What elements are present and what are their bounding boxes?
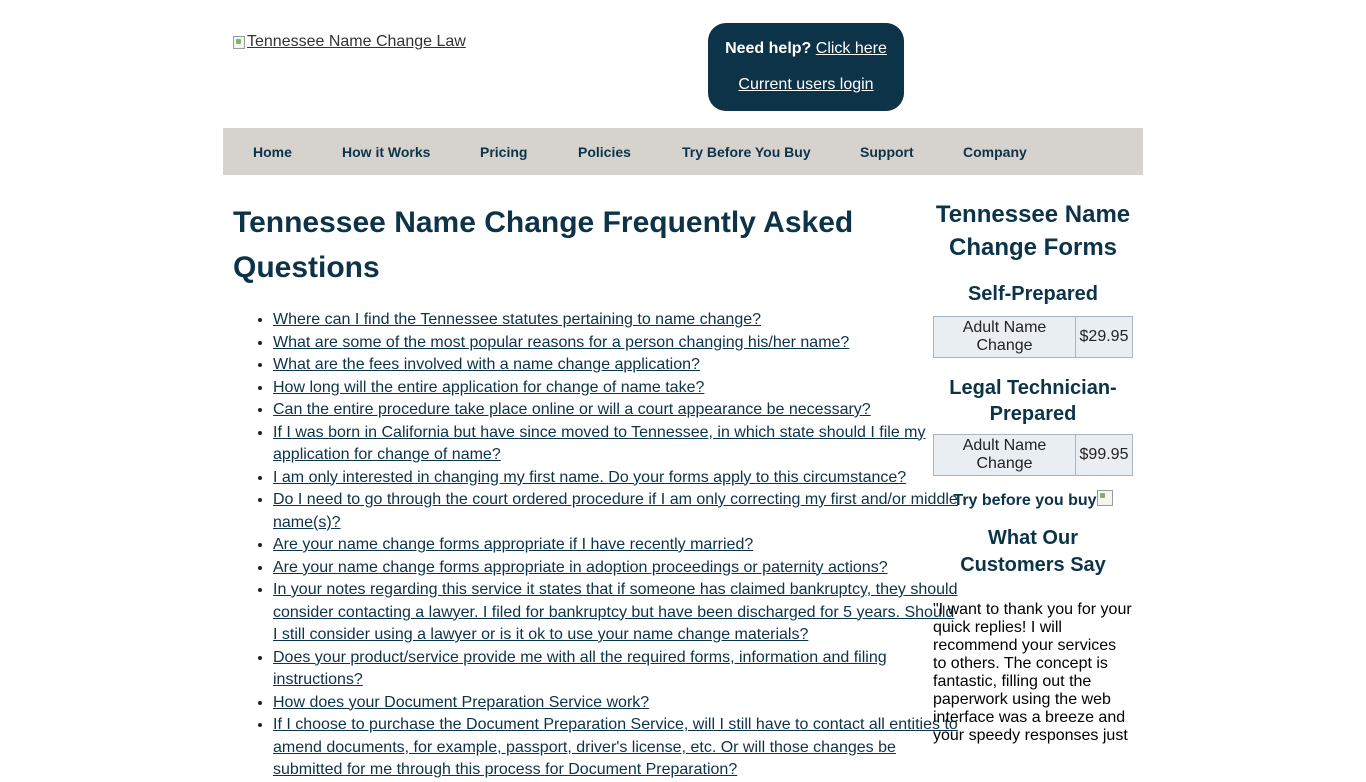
- product-row[interactable]: [934, 317, 1133, 358]
- technician-prepared-table: [933, 434, 1133, 476]
- product-price[interactable]: $99.95: [1076, 435, 1133, 476]
- faq-item: [273, 467, 963, 490]
- faq-item: [273, 534, 963, 557]
- faq-link[interactable]: Can the entire procedure take place online or will a court appearance be necessary?: [273, 401, 871, 418]
- help-prefix: Need help?: [725, 40, 812, 57]
- faq-item: [273, 422, 963, 467]
- product-name[interactable]: Adult Name Change: [934, 435, 1076, 476]
- faq-item: [273, 489, 963, 534]
- faq-item: [273, 647, 963, 692]
- main-nav: [223, 128, 1143, 175]
- broken-image-icon: [233, 36, 245, 49]
- nav-try-before-you-buy[interactable]: Try Before You Buy: [682, 144, 811, 160]
- faq-link[interactable]: What are the fees involved with a name change application?: [273, 356, 700, 373]
- nav-company[interactable]: Company: [963, 144, 1027, 160]
- faq-item: [273, 557, 963, 580]
- nav-how-it-works[interactable]: How it Works: [342, 144, 431, 160]
- faq-link[interactable]: If I choose to purchase the Document Preparation Service, will I still have to contact all entities to amend documents, for example, passport, driver's license, etc. Or will those changes be submitted for me through this process for Document Preparation?: [273, 716, 958, 778]
- page-title: Tennessee Name Change Frequently Asked Questions: [233, 206, 854, 284]
- nav-support[interactable]: Support: [860, 144, 914, 160]
- faq-item: [273, 714, 963, 782]
- faq-link[interactable]: Are your name change forms appropriate if I have recently married?: [273, 536, 754, 553]
- login-line: [708, 76, 904, 94]
- faq-list: [233, 309, 963, 782]
- try-before-you-buy-link[interactable]: [933, 490, 1133, 510]
- sidebar-title: Tennessee Name Change Forms: [935, 201, 1131, 261]
- faq-link[interactable]: I am only interested in changing my first name. Do your forms apply to this circumstance?: [273, 468, 907, 486]
- nav-home[interactable]: Home: [253, 144, 292, 160]
- help-link[interactable]: Click here: [815, 40, 887, 57]
- faq-item: [273, 692, 963, 715]
- technician-prepared-heading: Legal Technician-Prepared: [949, 377, 1117, 425]
- login-link[interactable]: Current users login: [738, 76, 874, 93]
- site-logo-link[interactable]: [233, 33, 466, 51]
- faq-item: [273, 332, 963, 355]
- faq-item: [273, 354, 963, 377]
- faq-link[interactable]: What are some of the most popular reasons for a person changing his/her name?: [273, 333, 850, 351]
- customer-quote: "I want to thank you for your quick replies! I will recommend your services to others. The concept is fantastic, filling out the paperwork using the web interface was a breeze and your speedy responses just: [933, 601, 1132, 744]
- faq-item: [273, 309, 963, 332]
- faq-item: [273, 579, 963, 647]
- help-line: [708, 40, 904, 58]
- try-text: Try before you buy: [953, 492, 1097, 509]
- product-name[interactable]: Adult Name Change: [934, 317, 1076, 358]
- faq-link[interactable]: In your notes regarding this service it states that if someone has claimed bankruptcy, they should consider contacting a lawyer. I filed for bankruptcy but have been discharged for 5 years. Should I still consider using a lawyer or is it ok to use your name change materials?: [273, 581, 958, 643]
- faq-link[interactable]: If I was born in California but have since moved to Tennessee, in which state should I file my application for change of name?: [273, 423, 926, 463]
- logo-alt-text: Tennessee Name Change Law: [247, 33, 466, 50]
- product-price[interactable]: $29.95: [1076, 317, 1133, 358]
- faq-item: [273, 399, 963, 422]
- faq-link[interactable]: Do I need to go through the court ordered procedure if I am only correcting my first and/or middle name(s)?: [273, 491, 958, 531]
- nav-pricing[interactable]: Pricing: [480, 144, 528, 160]
- faq-item: [273, 377, 963, 400]
- faq-link[interactable]: Does your product/service provide me with all the required forms, information and filing instructions?: [273, 648, 887, 688]
- faq-link[interactable]: Are your name change forms appropriate in adoption proceedings or paternity actions?: [273, 558, 888, 576]
- product-row[interactable]: [934, 435, 1133, 476]
- faq-link[interactable]: How does your Document Preparation Service work?: [273, 693, 650, 711]
- self-prepared-heading: Self-Prepared: [967, 283, 1099, 305]
- faq-link[interactable]: Where can I find the Tennessee statutes pertaining to name change?: [273, 311, 762, 328]
- faq-link[interactable]: How long will the entire application for change of name take?: [273, 378, 705, 396]
- nav-policies[interactable]: Policies: [578, 144, 631, 160]
- self-prepared-table: [933, 316, 1133, 358]
- customers-heading: What Our Customers Say: [960, 527, 1106, 576]
- sidebar: [933, 198, 1133, 745]
- broken-image-icon: [1097, 490, 1113, 506]
- help-box: [708, 23, 904, 111]
